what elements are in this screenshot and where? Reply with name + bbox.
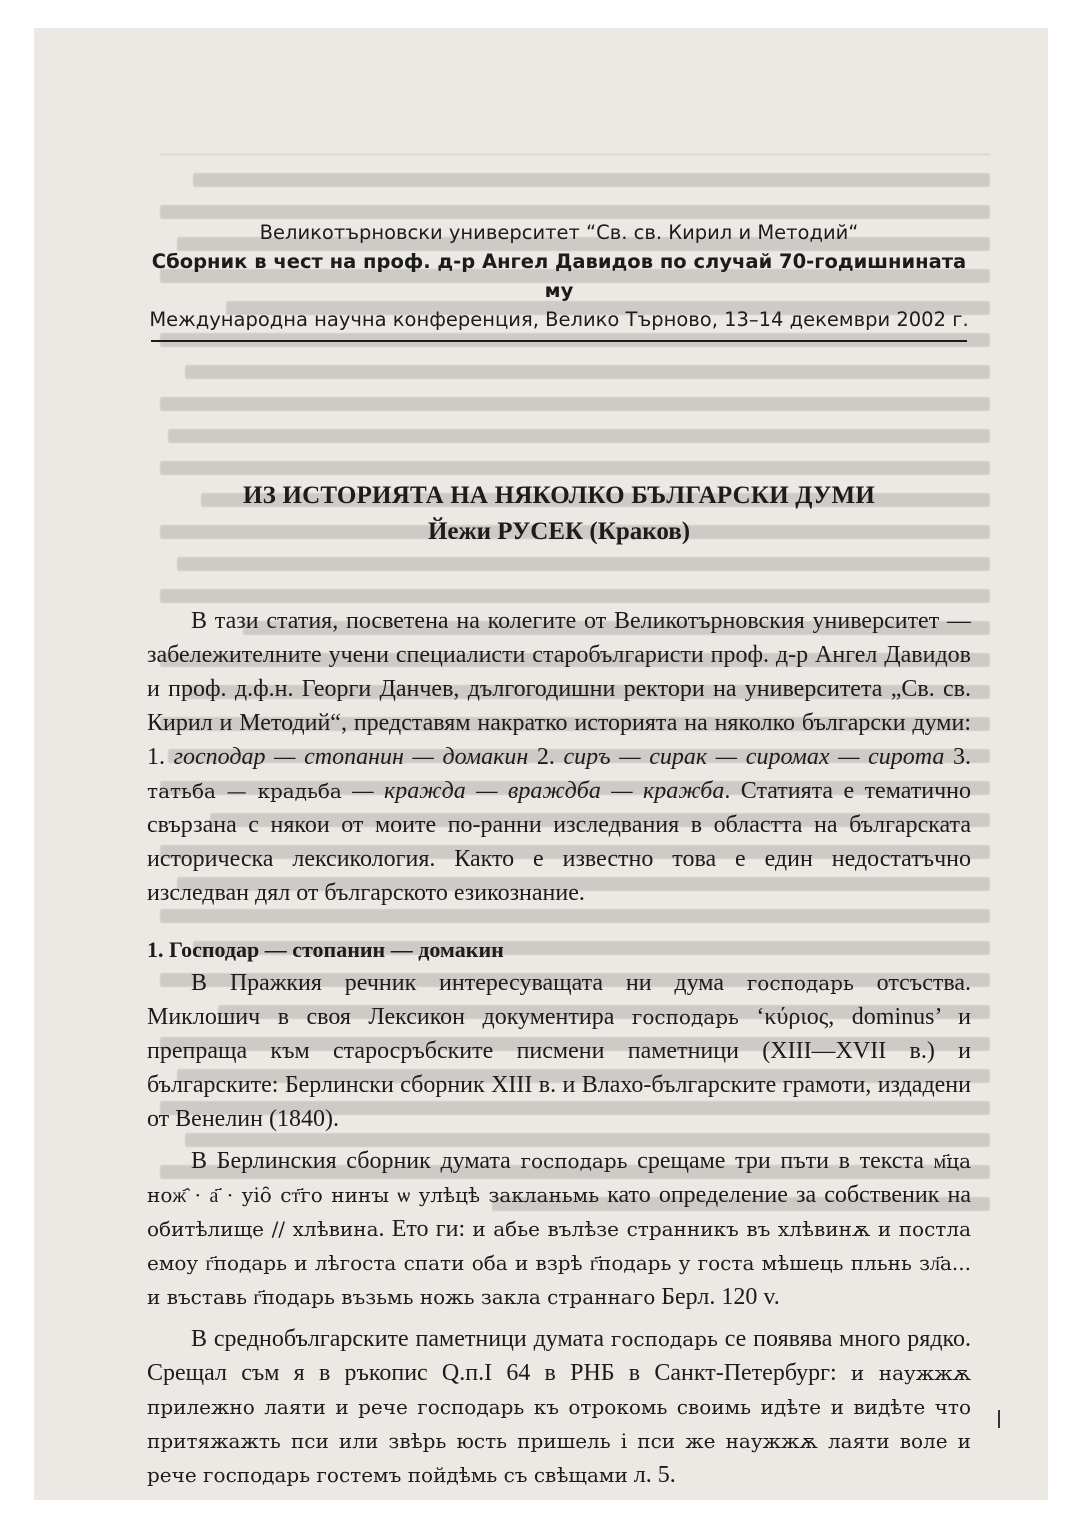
page-content: [147, 218, 971, 1492]
church-slavonic-quote: и наужжѫ прилежно лаяти и рече господарь къ отрокомь своимь идѣте и видѣте что притяжажть пси или звѣрь юсть пришель і пси же наужжѫ лаяти воле и рече господарь гостемъ пойдѣмь съ свѣщами: [147, 1361, 971, 1487]
paragraph-text: като определение за собственик на: [599, 1182, 971, 1208]
bleed-through-header: [160, 116, 990, 155]
section-paragraph-3: [147, 1322, 971, 1492]
intro-text: —: [610, 744, 650, 770]
church-slavonic-quote: м҃ца нож҄ · а҃ · уіо̑ ст҃го нинꙑ ѡ улѣцѣ закланьмь: [147, 1149, 971, 1207]
paragraph-text: В Берлинския сборник думата: [191, 1148, 521, 1174]
paragraph-text: срещаме три пъти в текста: [627, 1148, 934, 1174]
term-1: господар — стопанин — домакин: [173, 744, 529, 770]
church-slavonic-quote: и абье вълѣзе странникъ въ хлѣвинѫ и постла емоу г҃подарь и лѣгоста спати оба и взрѣ г҃подарь у госта мѣшець пльнь зл҃а... и въставь г҃подарь възьмь ножь закла страннаго: [147, 1217, 971, 1309]
paragraph-text: Берл. 120 v.: [655, 1284, 780, 1310]
margin-mark: [998, 1410, 1000, 1428]
article-title: ИЗ ИСТОРИЯТА НА НЯКОЛКО БЪЛГАРСКИ ДУМИ: [243, 482, 875, 509]
intro-paragraph: [147, 604, 971, 910]
church-slavonic-word: господарь: [610, 1327, 718, 1351]
intro-text: —: [341, 778, 385, 804]
scanned-page: [34, 28, 1048, 1500]
masthead-rule: [151, 340, 967, 342]
section-paragraph-1: [147, 966, 971, 1136]
term-2b: сирак — сиромах — сирота: [649, 744, 945, 770]
paragraph-text: л. 5.: [627, 1462, 676, 1488]
church-slavonic-word: господарь: [520, 1149, 628, 1173]
church-slavonic-word: господарь: [631, 1005, 739, 1029]
church-slavonic-word: обитѣлище // хлѣвина: [147, 1217, 379, 1241]
paragraph-text: отсъства. Миклошич в своя Лексикон документира: [147, 970, 972, 1030]
intro-text: 3.: [944, 744, 972, 770]
church-slavonic-word: господарь: [746, 971, 854, 995]
paragraph-text: . Ето ги:: [378, 1216, 473, 1242]
collection-title: Сборник в чест на проф. д-р Ангел Давидов по случай 70-годишнината му: [151, 250, 967, 302]
paragraph-text: се появява много рядко. Срещал съм я в ръкопис Q.п.I 64 в РНБ в Санкт-Петербург:: [147, 1326, 971, 1386]
intro-text: 2.: [528, 744, 564, 770]
term-2a: сиръ: [563, 744, 611, 770]
intro-text: . Статията е тематично свързана с някои от моите по-ранни изследвания в областта на българската историческа лексикология. Както е известно това е един недостатъчно изследван дял от българското езикознание.: [147, 778, 972, 906]
intro-text: В тази статия, посветена на колегите от Великотърновския университет — забележителните учени специалисти старобългаристи проф. д-р Ангел Давидов и проф. д.ф.н. Георги Данчев, дългогодишни ректори на университета „Св. св. Кирил и Методий“, представям накратко историята на няколко български думи: 1.: [147, 608, 971, 770]
university-name: Великотърновски университет “Св. св. Кирил и Методий“: [259, 221, 859, 244]
term-3b: кражда — враждба — кражба: [384, 778, 725, 804]
masthead: [147, 218, 971, 334]
paragraph-text: В Пражкия речник интересуващата ни дума: [191, 970, 747, 996]
conference-line: Международна научна конференция, Велико Търново, 13–14 декември 2002 г.: [149, 308, 969, 331]
article-author: Йежи РУСЕК (Краков): [427, 518, 691, 545]
paragraph-text: ‘κύριος, dominus’ и препраща към старосръбските писмени паметници (XIII—XVII в.) и българските: Берлински сборник XIII в. и Влахо-българските грамоти, издадени от Венелин (1840).: [147, 1004, 971, 1132]
section-heading: 1. Господар — стопанин — домакин: [147, 937, 504, 962]
paragraph-text: В среднобългарските паметници думата: [191, 1326, 611, 1352]
term-3a: татьба — крадьба: [147, 779, 342, 803]
section-paragraph-2: [147, 1144, 971, 1314]
